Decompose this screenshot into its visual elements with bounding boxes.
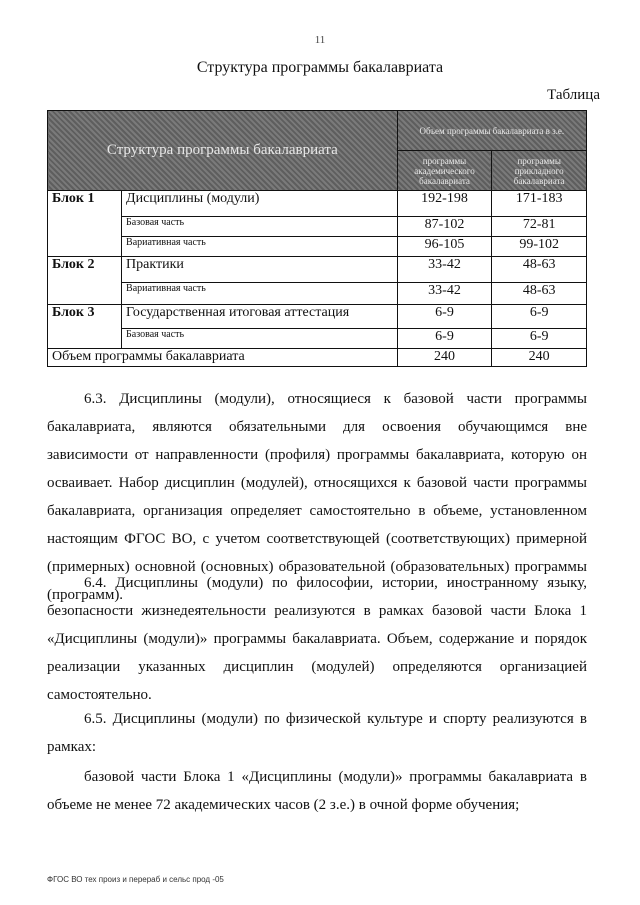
row-value-applied: 72-81 [492, 217, 587, 237]
total-value-academic: 240 [397, 349, 492, 367]
paragraph-list-item: базовой части Блока 1 «Дисциплины (модули)» программы бакалавриата в объеме не менее 72 академических часов (2 з.е.) в очной форме обучения; [47, 769, 587, 813]
table-row [48, 217, 587, 237]
row-value-academic: 6-9 [397, 329, 492, 349]
header-academic: программы академического бакалавриата [397, 151, 492, 191]
row-value-applied: 48-63 [492, 283, 587, 305]
page-title: Структура программы бакалавриата [196, 59, 444, 76]
row-name: Базовая часть [122, 329, 398, 349]
paragraph-6-4: 6.4. Дисциплины (модули) по философии, истории, иностранному языку, безопасности жизнедеятельности реализуются в рамках базовой части Блока 1 «Дисциплины (модули)» программы бакалавриата. Объем, содержание и порядок реализации указанных дисциплин (модулей) определяются организацией самостоятельно. [47, 575, 587, 703]
row-value-applied: 6-9 [492, 305, 587, 329]
header-applied: программы прикладного бакалавриата [492, 151, 587, 191]
row-value-applied: 48-63 [492, 257, 587, 283]
block-cell: Блок 3 [48, 305, 122, 349]
block-cell: Блок 2 [48, 257, 122, 305]
row-value-academic: 6-9 [397, 305, 492, 329]
table-total-row [48, 349, 587, 367]
paragraph-6-5: 6.5. Дисциплины (модули) по физической культуре и спорту реализуются в рамках: [47, 711, 587, 755]
table-row [48, 237, 587, 257]
footer-text: ФГОС ВО тех произ и перераб и сельс прод -05 [47, 875, 224, 884]
header-structure: Структура программы бакалавриата [48, 111, 398, 191]
row-name: Вариативная часть [122, 283, 398, 305]
row-name: Вариативная часть [122, 237, 398, 257]
paragraph-6-3: 6.3. Дисциплины (модули), относящиеся к базовой части программы бакалавриата, являются обязательными для освоения обучающимся вне зависимости от направленности (профиля) программы бакалавриата, которую он осваивает. Набор дисциплин (модулей), относящихся к базовой части программы бакалавриата, организация определяет самостоятельно в объеме, установленном настоящим ФГОС ВО, с учетом соответствующей (соответствующих) примерной (примерных) основной (основных) образовательной (образовательных) программы (программ). [47, 391, 587, 603]
row-value-applied: 99-102 [492, 237, 587, 257]
block-cell: Блок 1 [48, 191, 122, 257]
page-number: 11 [314, 34, 326, 46]
table-row [48, 305, 587, 329]
row-value-academic: 33-42 [397, 257, 492, 283]
row-value-academic: 96-105 [397, 237, 492, 257]
row-name: Государственная итоговая аттестация [122, 305, 398, 329]
total-name: Объем программы бакалавриата [48, 349, 398, 367]
table-row [48, 329, 587, 349]
row-value-academic: 87-102 [397, 217, 492, 237]
header-volume: Объем программы бакалавриата в з.е. [397, 111, 586, 151]
table-row [48, 283, 587, 305]
row-name: Практики [122, 257, 398, 283]
row-value-applied: 6-9 [492, 329, 587, 349]
total-value-applied: 240 [492, 349, 587, 367]
row-name: Базовая часть [122, 217, 398, 237]
row-name: Дисциплины (модули) [122, 191, 398, 217]
row-value-academic: 33-42 [397, 283, 492, 305]
structure-table [47, 110, 587, 367]
table-row [48, 257, 587, 283]
table-row [48, 191, 587, 217]
row-value-academic: 192-198 [397, 191, 492, 217]
row-value-applied: 171-183 [492, 191, 587, 217]
table-label: Таблица [547, 87, 600, 103]
